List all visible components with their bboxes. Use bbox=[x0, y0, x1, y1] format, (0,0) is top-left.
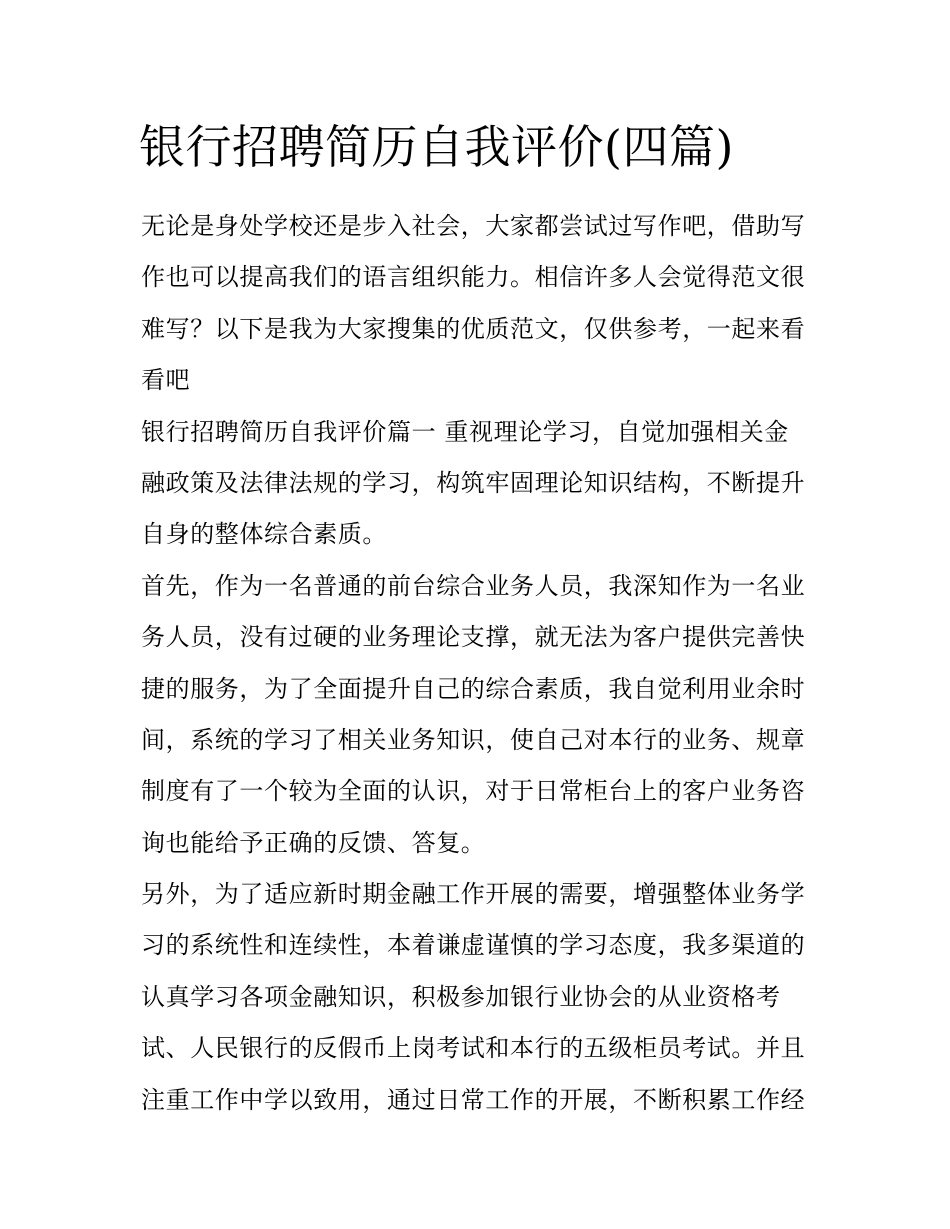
text-line: 银行招聘简历自我评价篇一 重视理论学习，自觉加强相关金 bbox=[141, 417, 789, 446]
text-line: 首先，作为一名普通的前台综合业务人员，我深知作为一名业 bbox=[141, 571, 806, 600]
text-line: 自身的整体综合素质。 bbox=[141, 520, 387, 549]
text-line: 难写？以下是我为大家搜集的优质范文，仅供参考，一起来看 bbox=[141, 314, 806, 343]
text-line: 间，系统的学习了相关业务知识，使自己对本行的业务、规章 bbox=[141, 725, 806, 754]
text-line: 试、人民银行的反假币上岗考试和本行的五级柜员考试。并且 bbox=[141, 1034, 806, 1063]
text-line: 认真学习各项金融知识，积极参加银行业协会的从业资格考 bbox=[141, 982, 781, 1011]
text-line: 习的系统性和连续性，本着谦虚谨慎的学习态度，我多渠道的 bbox=[141, 931, 806, 960]
text-line: 询也能给予正确的反馈、答复。 bbox=[141, 828, 486, 857]
text-line: 务人员，没有过硬的业务理论支撑，就无法为客户提供完善快 bbox=[141, 623, 806, 652]
text-line: 无论是身处学校还是步入社会，大家都尝试过写作吧，借助写 bbox=[141, 212, 806, 240]
text-line: 制度有了一个较为全面的认识，对于日常柜台上的客户业务咨 bbox=[141, 777, 806, 806]
document-title: 银行招聘简历自我评价(四篇) bbox=[139, 120, 734, 174]
document-body bbox=[141, 201, 813, 1126]
text-line: 捷的服务，为了全面提升自己的综合素质，我自觉利用业余时 bbox=[141, 674, 806, 703]
text-line: 作也可以提高我们的语言组织能力。相信许多人会觉得范文很 bbox=[141, 263, 806, 292]
text-line: 看吧 bbox=[141, 366, 191, 395]
text-line: 融政策及法律法规的学习，构筑牢固理论知识结构，不断提升 bbox=[141, 468, 806, 497]
text-line: 另外，为了适应新时期金融工作开展的需要，增强整体业务学 bbox=[141, 880, 806, 909]
text-line: 注重工作中学以致用，通过日常工作的开展，不断积累工作经 bbox=[141, 1085, 806, 1114]
